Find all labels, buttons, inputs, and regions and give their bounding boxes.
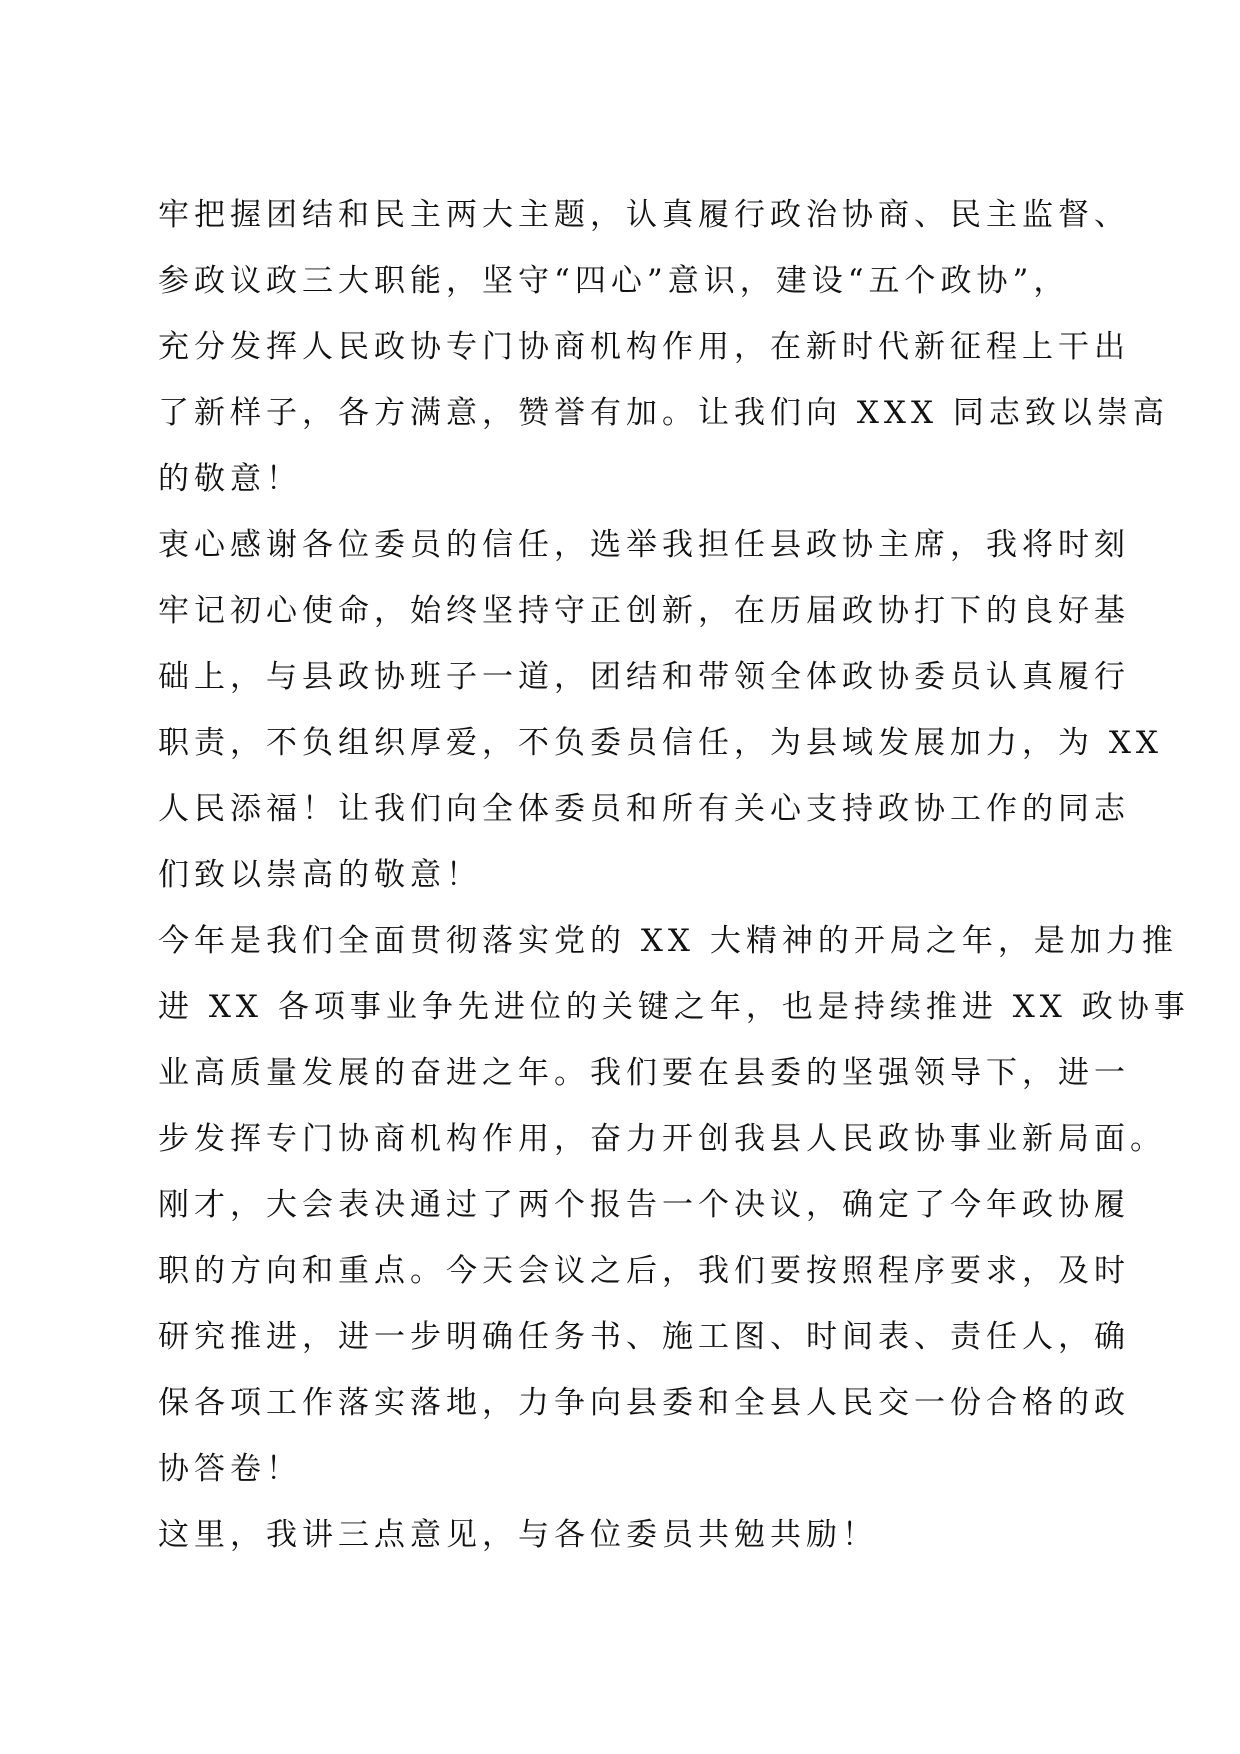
- text-line: 今年是我们全面贯彻落实党的 XX 大精神的开局之年，是加力推: [158, 923, 1178, 959]
- text-line: 牢记初心使命，始终坚持守正创新，在历届政协打下的良好基: [158, 593, 1130, 629]
- text-line: 参政议政三大职能，坚守“四心”意识，建设“五个政协”，: [158, 263, 1070, 299]
- text-line: 刚才，大会表决通过了两个报告一个决议，确定了今年政协履: [158, 1187, 1130, 1223]
- text-line: 协答卷！: [158, 1451, 302, 1487]
- text-line: 进 XX 各项事业争先进位的关键之年，也是持续推进 XX 政协事: [158, 989, 1190, 1025]
- document-body: [158, 182, 1190, 1568]
- text-line: 职责，不负组织厚爱，不负委员信任，为县域发展加力，为 XX: [158, 725, 1163, 761]
- text-line: 职的方向和重点。今天会议之后，我们要按照程序要求，及时: [158, 1253, 1130, 1289]
- text-line: 牢把握团结和民主两大主题，认真履行政治协商、民主监督、: [158, 197, 1130, 233]
- text-line: 这里，我讲三点意见，与各位委员共勉共励！: [158, 1517, 878, 1553]
- text-line: 们致以崇高的敬意！: [158, 857, 482, 893]
- text-line: 业高质量发展的奋进之年。我们要在县委的坚强领导下，进一: [158, 1055, 1130, 1091]
- text-line: 充分发挥人民政协专门协商机构作用，在新时代新征程上干出: [158, 329, 1130, 365]
- text-line: 础上，与县政协班子一道，团结和带领全体政协委员认真履行: [158, 659, 1130, 695]
- text-line: 人民添福！让我们向全体委员和所有关心支持政协工作的同志: [158, 791, 1130, 827]
- text-line: 保各项工作落实落地，力争向县委和全县人民交一份合格的政: [158, 1385, 1130, 1421]
- text-line: 步发挥专门协商机构作用，奋力开创我县人民政协事业新局面。: [158, 1121, 1166, 1157]
- text-line: 了新样子，各方满意，赞誉有加。让我们向 XXX 同志致以崇高: [158, 395, 1169, 431]
- text-line: 衷心感谢各位委员的信任，选举我担任县政协主席，我将时刻: [158, 527, 1130, 563]
- text-line: 的敬意！: [158, 461, 302, 497]
- text-line: 研究推进，进一步明确任务书、施工图、时间表、责任人，确: [158, 1319, 1130, 1355]
